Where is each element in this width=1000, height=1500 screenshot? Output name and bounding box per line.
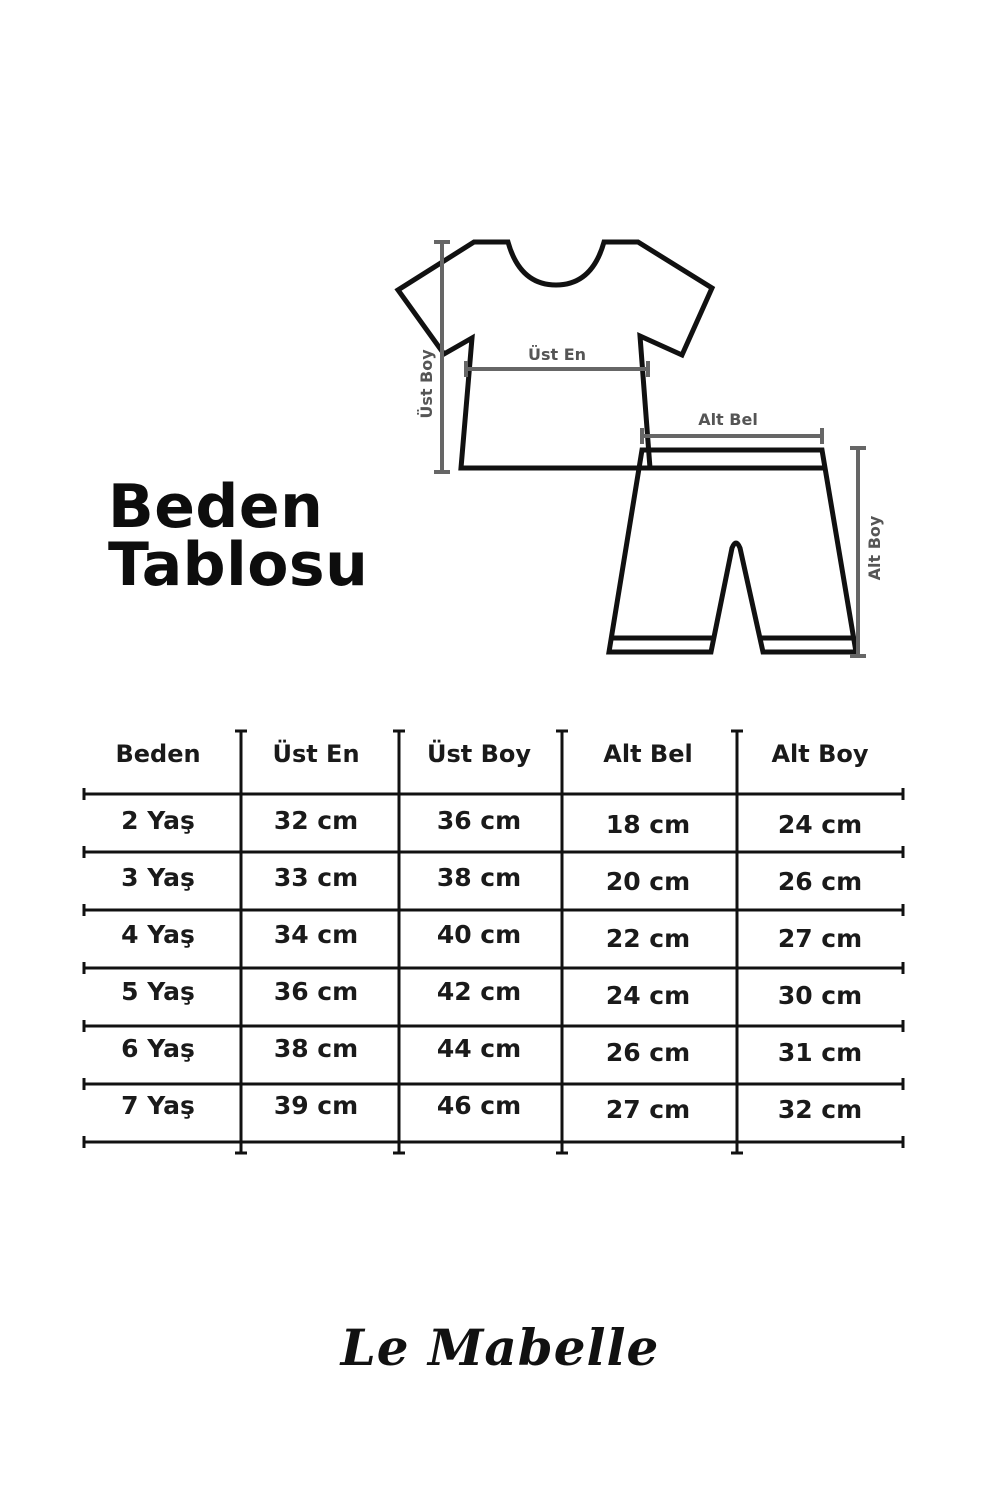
cell-top-length: 36 cm [436,806,522,835]
bottom-length-label: Alt Boy [865,515,884,581]
cell-top-width: 33 cm [273,863,359,892]
cell-bottom-waist: 26 cm [605,1038,691,1067]
cell-size: 6 Yaş [121,1034,195,1063]
cell-top-length: 44 cm [436,1034,522,1063]
cell-size: 4 Yaş [121,920,195,949]
cell-top-length: 38 cm [436,863,522,892]
cell-top-length: 42 cm [436,977,522,1006]
cell-size: 5 Yaş [121,977,195,1006]
header-bottom-waist: Alt Bel [603,740,693,768]
cell-bottom-length: 32 cm [777,1095,863,1124]
header-size: Beden [115,740,201,768]
brand-logo: Le Mabelle [340,1318,660,1377]
cell-top-width: 38 cm [273,1034,359,1063]
cell-top-width: 32 cm [273,806,359,835]
cell-bottom-waist: 20 cm [605,867,691,896]
cell-bottom-waist: 22 cm [605,924,691,953]
cell-bottom-waist: 27 cm [605,1095,691,1124]
cell-top-width: 34 cm [273,920,359,949]
cell-size: 3 Yaş [121,863,195,892]
top-length-label: Üst Boy [417,349,436,419]
cell-size: 7 Yaş [121,1091,195,1120]
cell-top-width: 36 cm [273,977,359,1006]
cell-top-length: 46 cm [436,1091,522,1120]
top-width-label: Üst En [527,345,587,364]
cell-bottom-length: 30 cm [777,981,863,1010]
title-line-1: Beden [108,472,324,542]
cell-top-width: 39 cm [273,1091,359,1120]
header-bottom-length: Alt Boy [771,740,869,768]
cell-size: 2 Yaş [121,806,195,835]
cell-bottom-length: 26 cm [777,867,863,896]
bottom-waist-label: Alt Bel [698,410,758,429]
cell-bottom-waist: 18 cm [605,810,691,839]
cell-bottom-length: 27 cm [777,924,863,953]
header-top-length: Üst Boy [426,740,532,768]
cell-top-length: 40 cm [436,920,522,949]
cell-bottom-length: 31 cm [777,1038,863,1067]
header-top-width: Üst En [272,740,360,768]
cell-bottom-length: 24 cm [777,810,863,839]
title-line-2: Tablosu [108,530,369,600]
cell-bottom-waist: 24 cm [605,981,691,1010]
